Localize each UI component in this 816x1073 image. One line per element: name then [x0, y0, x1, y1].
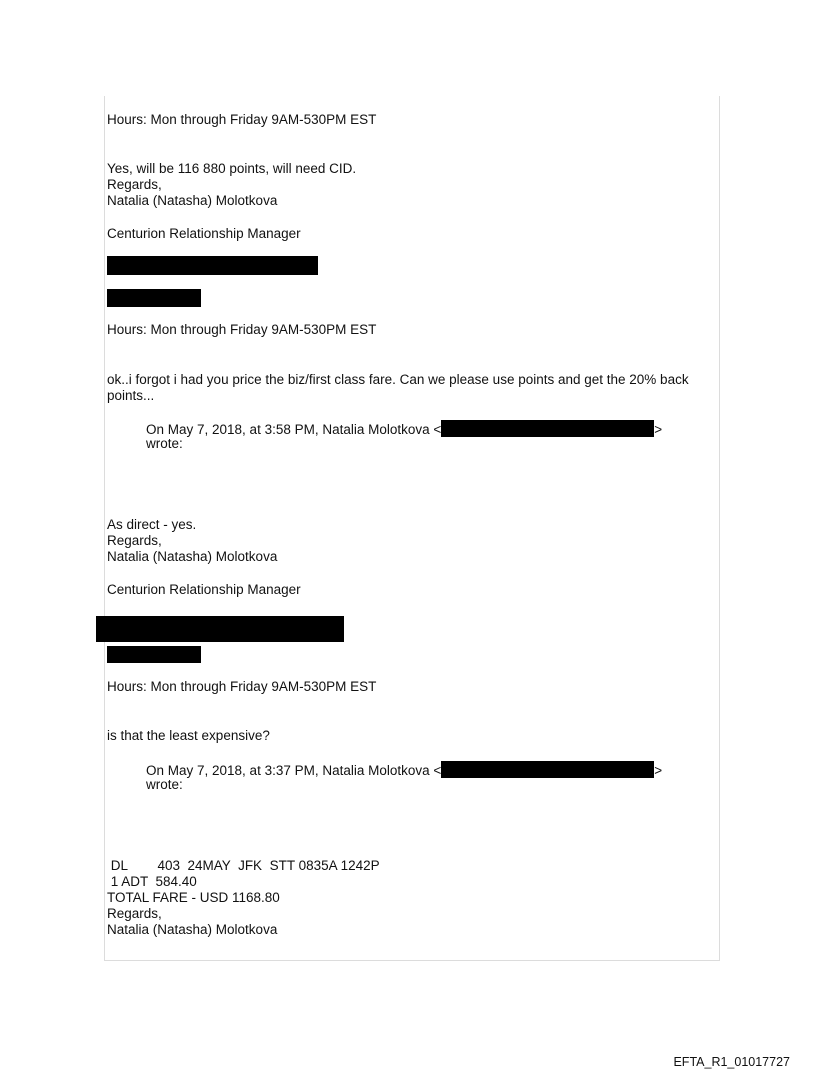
- quote-wrote: wrote:: [146, 777, 183, 792]
- quote-header: [146, 420, 662, 438]
- fare-line: 1 ADT 584.40: [107, 874, 197, 889]
- quote-header-bracket: >: [654, 422, 663, 437]
- redaction-box: [441, 761, 654, 778]
- total-fare-line: TOTAL FARE - USD 1168.80: [107, 890, 280, 905]
- quote-header-text: On May 7, 2018, at 3:58 PM, Natalia Molotkova <: [146, 422, 442, 437]
- redaction-box: [96, 616, 344, 642]
- flight-itinerary-line: DL 403 24MAY JFK STT 0835A 1242P: [107, 858, 380, 873]
- message-text: As direct - yes.: [107, 517, 197, 532]
- quote-wrote: wrote:: [146, 436, 183, 451]
- signature-name: Natalia (Natasha) Molotkova: [107, 922, 278, 937]
- signature-regards: Regards,: [107, 177, 162, 192]
- document-id-footer: EFTA_R1_01017727: [673, 1055, 790, 1069]
- quote-header: [146, 761, 662, 779]
- message-text: ok..i forgot i had you price the biz/first class fare. Can we please use points and get the 20% back: [107, 372, 689, 387]
- signature-name: Natalia (Natasha) Molotkova: [107, 549, 278, 564]
- hours-line: Hours: Mon through Friday 9AM-530PM EST: [107, 679, 377, 694]
- redaction-box: [107, 646, 201, 663]
- redaction-box: [107, 289, 201, 307]
- quote-header-text: On May 7, 2018, at 3:37 PM, Natalia Molotkova <: [146, 763, 442, 778]
- hours-line: Hours: Mon through Friday 9AM-530PM EST: [107, 112, 377, 127]
- message-text: Yes, will be 116 880 points, will need CID.: [107, 161, 357, 176]
- signature-regards: Regards,: [107, 906, 162, 921]
- redaction-box: [441, 420, 654, 437]
- signature-regards: Regards,: [107, 533, 162, 548]
- signature-title: Centurion Relationship Manager: [107, 582, 301, 597]
- signature-title: Centurion Relationship Manager: [107, 226, 301, 241]
- message-text: is that the least expensive?: [107, 728, 270, 743]
- hours-line: Hours: Mon through Friday 9AM-530PM EST: [107, 322, 377, 337]
- quote-header-bracket: >: [654, 763, 663, 778]
- signature-name: Natalia (Natasha) Molotkova: [107, 193, 278, 208]
- message-text: points...: [107, 388, 155, 403]
- redaction-box: [107, 256, 318, 275]
